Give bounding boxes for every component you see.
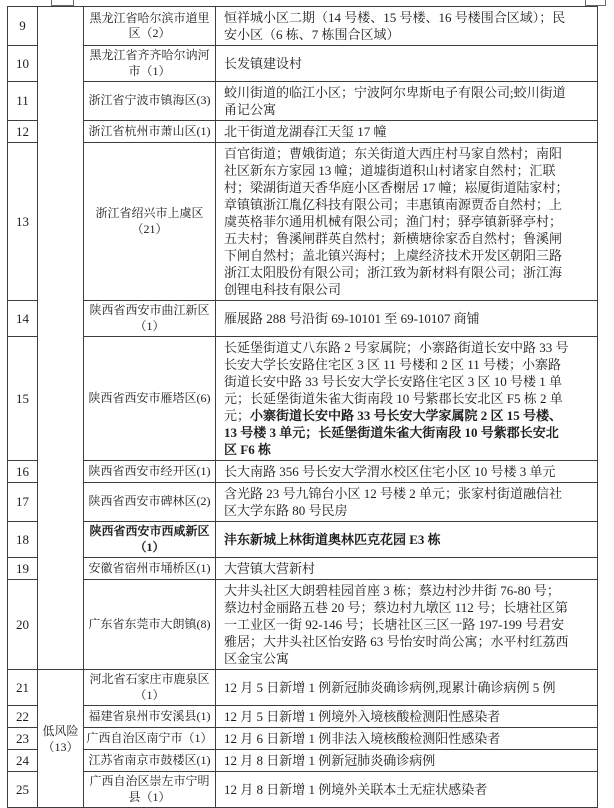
row-number-cell: 24 — [8, 750, 38, 772]
detail-cell — [216, 301, 598, 337]
detail-cell — [216, 558, 598, 580]
table-row — [8, 483, 598, 522]
region-cell: 浙江省宁波市镇海区(3) — [84, 82, 216, 121]
row-number-cell: 23 — [8, 728, 38, 750]
detail-cell — [216, 483, 598, 522]
detail-text-bold: 沣东新城上林街道奥林匹克花园 E3 栋 — [224, 532, 441, 547]
detail-cell — [216, 670, 598, 706]
table-row — [8, 670, 598, 706]
row-number-cell: 12 — [8, 121, 38, 143]
region-cell: 福建省泉州市安溪县(1) — [84, 706, 216, 728]
detail-text: 长发镇建设村 — [224, 56, 303, 71]
table-row — [8, 121, 598, 143]
detail-text: 含光路 23 号九锦台小区 12 号楼 2 单元；张家村街道融信社区大学东路 80 号民房 — [224, 486, 563, 518]
table-row — [8, 143, 598, 301]
row-number-cell: 17 — [8, 483, 38, 522]
detail-text: 大营镇大营新村 — [224, 561, 316, 576]
row-number-cell: 10 — [8, 46, 38, 82]
table-row — [8, 772, 598, 808]
row-number-cell: 13 — [8, 143, 38, 301]
detail-cell — [216, 143, 598, 301]
row-number-cell: 25 — [8, 772, 38, 808]
region-cell: 江苏省南京市鼓楼区(1) — [84, 750, 216, 772]
detail-text: 大井头社区大朗碧桂园首座 3 栋；蔡边村沙井街 76-80 号；蔡边村金丽路五巷 20 号；蔡边村九墩区 112 号；长塘社区第一工业区一街 92-146 号；长塘社区三区一路 197-199 号君安雅居；大井头社区怡安路 63 号怡安时尚公寓；水平村红荔西区金宝公寓 — [224, 583, 569, 666]
detail-text: 长延堡街道丈八东路 2 号家属院；小寨路街道长安中路 33 号长安大学长安路住宅区 3 区 11 号楼和 2 区 11 号楼；小寨路街道长安中路 33 号长安大学长安路住宅区 3 区 10 号楼 1 单元；长延堡街道朱雀大街南段 10 号紫郡长安北区 F5 栋 2 单元； — [224, 340, 569, 423]
detail-text-bold: 小寨街道长安中路 33 号长安大学家属院 2 区 15 号楼、13 号楼 3 单元；长延堡街道朱雀大街南段 10 号紫郡长安北区 F6 栋 — [224, 408, 563, 457]
region-cell: 广西自治区崇左市宁明县（1） — [84, 772, 216, 808]
detail-text: 恒祥城小区二期（14 号楼、15 号楼、16 号楼围合区域）；民安小区（6 栋、7 栋围合区域） — [224, 10, 566, 42]
detail-text: 12 月 8 日新增 1 例境外关联本土无症状感染者 — [224, 782, 488, 797]
table-row — [8, 337, 598, 461]
row-number-cell: 14 — [8, 301, 38, 337]
table-row — [8, 46, 598, 82]
region-cell: 黑龙江省哈尔滨市道里区（2） — [84, 7, 216, 46]
row-number-cell: 19 — [8, 558, 38, 580]
table-row — [8, 301, 598, 337]
row-number-cell: 21 — [8, 670, 38, 706]
table-row — [8, 522, 598, 558]
detail-cell — [216, 46, 598, 82]
row-number-cell: 22 — [8, 706, 38, 728]
region-cell: 浙江省绍兴市上虞区（21） — [84, 143, 216, 301]
row-number-cell: 15 — [8, 337, 38, 461]
detail-cell — [216, 522, 598, 558]
table-row — [8, 7, 598, 46]
region-cell: 陕西省西安市碑林区(2) — [84, 483, 216, 522]
region-cell: 陕西省西安市经开区(1) — [84, 461, 216, 483]
detail-text: 长大南路 356 号长安大学渭水校区住宅小区 10 号楼 3 单元 — [224, 464, 556, 479]
detail-cell — [216, 82, 598, 121]
detail-text: 北干街道龙湖春江天玺 17 幢 — [224, 124, 387, 139]
detail-cell — [216, 7, 598, 46]
risk-group-cell — [38, 7, 84, 670]
covid-risk-area-table — [7, 6, 598, 808]
region-cell: 安徽省宿州市埇桥区(1) — [84, 558, 216, 580]
region-cell: 陕西省西安市雁塔区(6) — [84, 337, 216, 461]
region-cell: 黑龙江省齐齐哈尔讷河市（1） — [84, 46, 216, 82]
detail-cell — [216, 461, 598, 483]
region-cell: 陕西省西安市曲江新区（1） — [84, 301, 216, 337]
detail-cell — [216, 580, 598, 670]
detail-text: 雁展路 288 号沿街 69-10101 至 69-10107 商铺 — [224, 311, 480, 326]
region-cell: 浙江省杭州市萧山区(1) — [84, 121, 216, 143]
detail-text: 蛟川街道的临江小区；宁波阿尔卑斯电子有限公司;蛟川街道甬记公寓 — [224, 85, 566, 117]
table-row — [8, 82, 598, 121]
detail-cell — [216, 706, 598, 728]
detail-cell — [216, 337, 598, 461]
table-row — [8, 706, 598, 728]
region-cell: 陕西省西安市西咸新区（1） — [84, 522, 216, 558]
table-row — [8, 558, 598, 580]
risk-table-body — [8, 7, 598, 808]
detail-cell — [216, 772, 598, 808]
detail-text: 12 月 8 日新增 1 例新冠肺炎确诊病例 — [224, 753, 436, 768]
table-row — [8, 750, 598, 772]
detail-text: 12 月 5 日新增 1 例境外入境核酸检测阳性感染者 — [224, 709, 501, 724]
detail-cell — [216, 121, 598, 143]
row-number-cell: 11 — [8, 82, 38, 121]
region-cell: 河北省石家庄市鹿泉区（1） — [84, 670, 216, 706]
detail-text: 12 月 5 日新增 1 例新冠肺炎确诊病例,现累计确诊病例 5 例 — [224, 680, 556, 695]
row-number-cell: 18 — [8, 522, 38, 558]
row-number-cell: 16 — [8, 461, 38, 483]
detail-cell — [216, 728, 598, 750]
detail-text: 百官街道；曹娥街道；东关街道大西庄村马家自然村；南阳社区新东方家园 13 幢；道墟街道积山村诸家自然村；汇联村；梁湖街道天香华庭小区香榭居 17 幢；崧厦街道陆家村；章镇镇浙江胤亿科技有限公司；丰惠镇南源贾岙自然村；上虞英格菲尔通用机械有限公司；渔门村；驿亭镇新驿亭村；五夫村；鲁溪闸群英自然村；新横塘徐家岙自然村；鲁溪闸下闸自然村；盖北镇兴海村；上虞经济技术开发区朝阳三路浙江太阳股份有限公司；浙江致为新材料有限公司；浙江海创锂电科技有限公司 — [224, 146, 569, 297]
row-number-cell: 9 — [8, 7, 38, 46]
table-row — [8, 580, 598, 670]
row-number-cell: 20 — [8, 580, 38, 670]
table-row — [8, 461, 598, 483]
risk-group-cell: 低风险（13） — [38, 670, 84, 808]
detail-cell — [216, 750, 598, 772]
detail-text: 12 月 6 日新增 1 例非法入境核酸检测阳性感染者 — [224, 731, 501, 746]
region-cell: 广西自治区南宁市（1） — [84, 728, 216, 750]
region-cell: 广东省东莞市大朗镇(8) — [84, 580, 216, 670]
table-row — [8, 728, 598, 750]
